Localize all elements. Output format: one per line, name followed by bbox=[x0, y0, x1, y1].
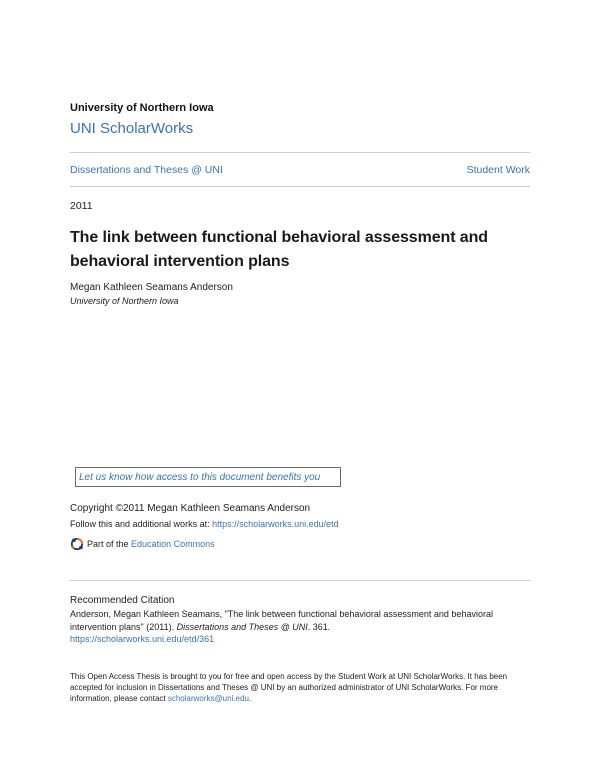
citation-body bbox=[70, 608, 532, 646]
citation-text-1: Anderson, Megan Kathleen Seamans, "The link between functional behavioral assessment and behavioral intervention plans" (2011). bbox=[70, 609, 493, 632]
education-commons-link[interactable]: Education Commons bbox=[131, 539, 215, 549]
follow-line bbox=[70, 519, 339, 529]
benefit-feedback-link[interactable]: Let us know how access to this document benefits you bbox=[75, 467, 341, 487]
author-affiliation: University of Northern Iowa bbox=[70, 296, 179, 306]
citation-series: Dissertations and Theses @ UNI bbox=[176, 621, 308, 632]
follow-prefix: Follow this and additional works at: bbox=[70, 519, 213, 529]
part-of-line bbox=[70, 537, 215, 551]
open-access-statement bbox=[70, 671, 530, 704]
network-commons-icon bbox=[70, 537, 84, 551]
collection-link[interactable]: Dissertations and Theses @ UNI bbox=[70, 164, 223, 176]
repository-link[interactable]: UNI ScholarWorks bbox=[70, 120, 194, 137]
divider-top bbox=[70, 152, 530, 153]
follow-url-link[interactable]: https://scholarworks.uni.edu/etd bbox=[212, 519, 339, 529]
part-of-prefix: Part of the bbox=[87, 539, 129, 549]
paper-title: The link between functional behavioral assessment and behavioral intervention plans bbox=[70, 229, 488, 270]
contact-email-link[interactable]: scholarworks@uni.edu bbox=[167, 694, 249, 703]
section-link[interactable]: Student Work bbox=[466, 164, 530, 176]
citation-heading: Recommended Citation bbox=[70, 595, 175, 606]
institution-name: University of Northern Iowa bbox=[70, 102, 214, 114]
footer-text: This Open Access Thesis is brought to you for free and open access by the Student Work at UNI ScholarWorks. It has been accepted for inclusion in Dissertations and Theses @ UNI by an authorized administrator of UNI ScholarWorks. For more information, please contact bbox=[70, 672, 508, 703]
author-name: Megan Kathleen Seamans Anderson bbox=[70, 282, 233, 293]
publication-year: 2011 bbox=[70, 200, 93, 212]
footer-end: . bbox=[248, 694, 252, 703]
copyright-notice: Copyright ©2011 Megan Kathleen Seamans Anderson bbox=[70, 503, 311, 514]
citation-url-link[interactable]: https://scholarworks.uni.edu/etd/361 bbox=[70, 634, 215, 644]
divider-citation bbox=[70, 580, 530, 581]
citation-text-2: . 361. bbox=[307, 621, 331, 632]
divider-nav bbox=[70, 186, 530, 187]
